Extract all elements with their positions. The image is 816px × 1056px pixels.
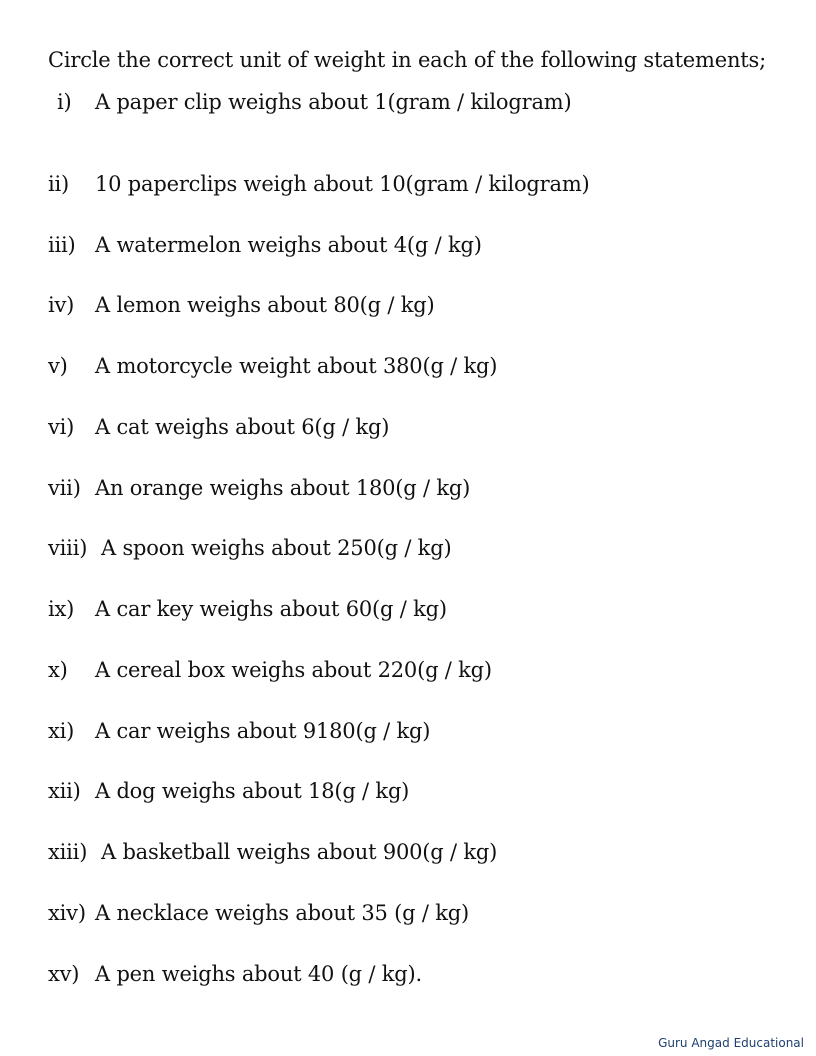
question-item (48, 779, 409, 803)
question-item (48, 840, 497, 864)
question-number: v) (48, 354, 68, 378)
question-number: xi) (48, 719, 75, 743)
question-item (48, 597, 447, 621)
question-item (48, 293, 434, 317)
question-number: vi) (48, 415, 75, 439)
question-number: ii) (48, 172, 70, 196)
question-text: A spoon weighs about 250(g / kg) (101, 536, 452, 560)
question-item (48, 901, 469, 925)
question-number: vii) (48, 476, 81, 500)
question-text: A motorcycle weight about 380(g / kg) (95, 354, 498, 378)
question-number: i) (57, 90, 72, 114)
question-item (48, 658, 492, 682)
question-item (48, 90, 572, 114)
question-text: A cat weighs about 6(g / kg) (95, 415, 390, 439)
question-number: xii) (48, 779, 81, 803)
question-number: x) (48, 658, 68, 682)
question-item (48, 415, 389, 439)
question-item (48, 536, 451, 560)
question-number: xv) (48, 962, 80, 986)
question-text: An orange weighs about 180(g / kg) (95, 476, 471, 500)
question-item (48, 719, 430, 743)
question-text: A watermelon weighs about 4(g / kg) (95, 233, 482, 257)
question-text: A necklace weighs about 35 (g / kg) (95, 901, 469, 925)
question-text: A paper clip weighs about 1(gram / kilogram) (95, 90, 572, 114)
question-item (48, 476, 470, 500)
question-text: 10 paperclips weigh about 10(gram / kilogram) (95, 172, 590, 196)
question-text: A car key weighs about 60(g / kg) (95, 597, 447, 621)
question-text: A car weighs about 9180(g / kg) (95, 719, 431, 743)
instruction-heading: Circle the correct unit of weight in each of the following statements; (48, 48, 766, 72)
question-item (48, 172, 590, 196)
question-text: A dog weighs about 18(g / kg) (95, 779, 410, 803)
question-number: iv) (48, 293, 75, 317)
question-number: xiv) (48, 901, 86, 925)
question-number: viii) (48, 536, 88, 560)
question-number: iii) (48, 233, 76, 257)
question-number: ix) (48, 597, 75, 621)
question-text: A lemon weighs about 80(g / kg) (95, 293, 435, 317)
question-text: A cereal box weighs about 220(g / kg) (95, 658, 492, 682)
question-text: A basketball weighs about 900(g / kg) (101, 840, 498, 864)
question-item (48, 962, 422, 986)
footer-credit: Guru Angad Educational (658, 1036, 804, 1050)
question-item (48, 233, 482, 257)
question-number: xiii) (48, 840, 88, 864)
question-text: A pen weighs about 40 (g / kg). (95, 962, 422, 986)
question-item (48, 354, 497, 378)
